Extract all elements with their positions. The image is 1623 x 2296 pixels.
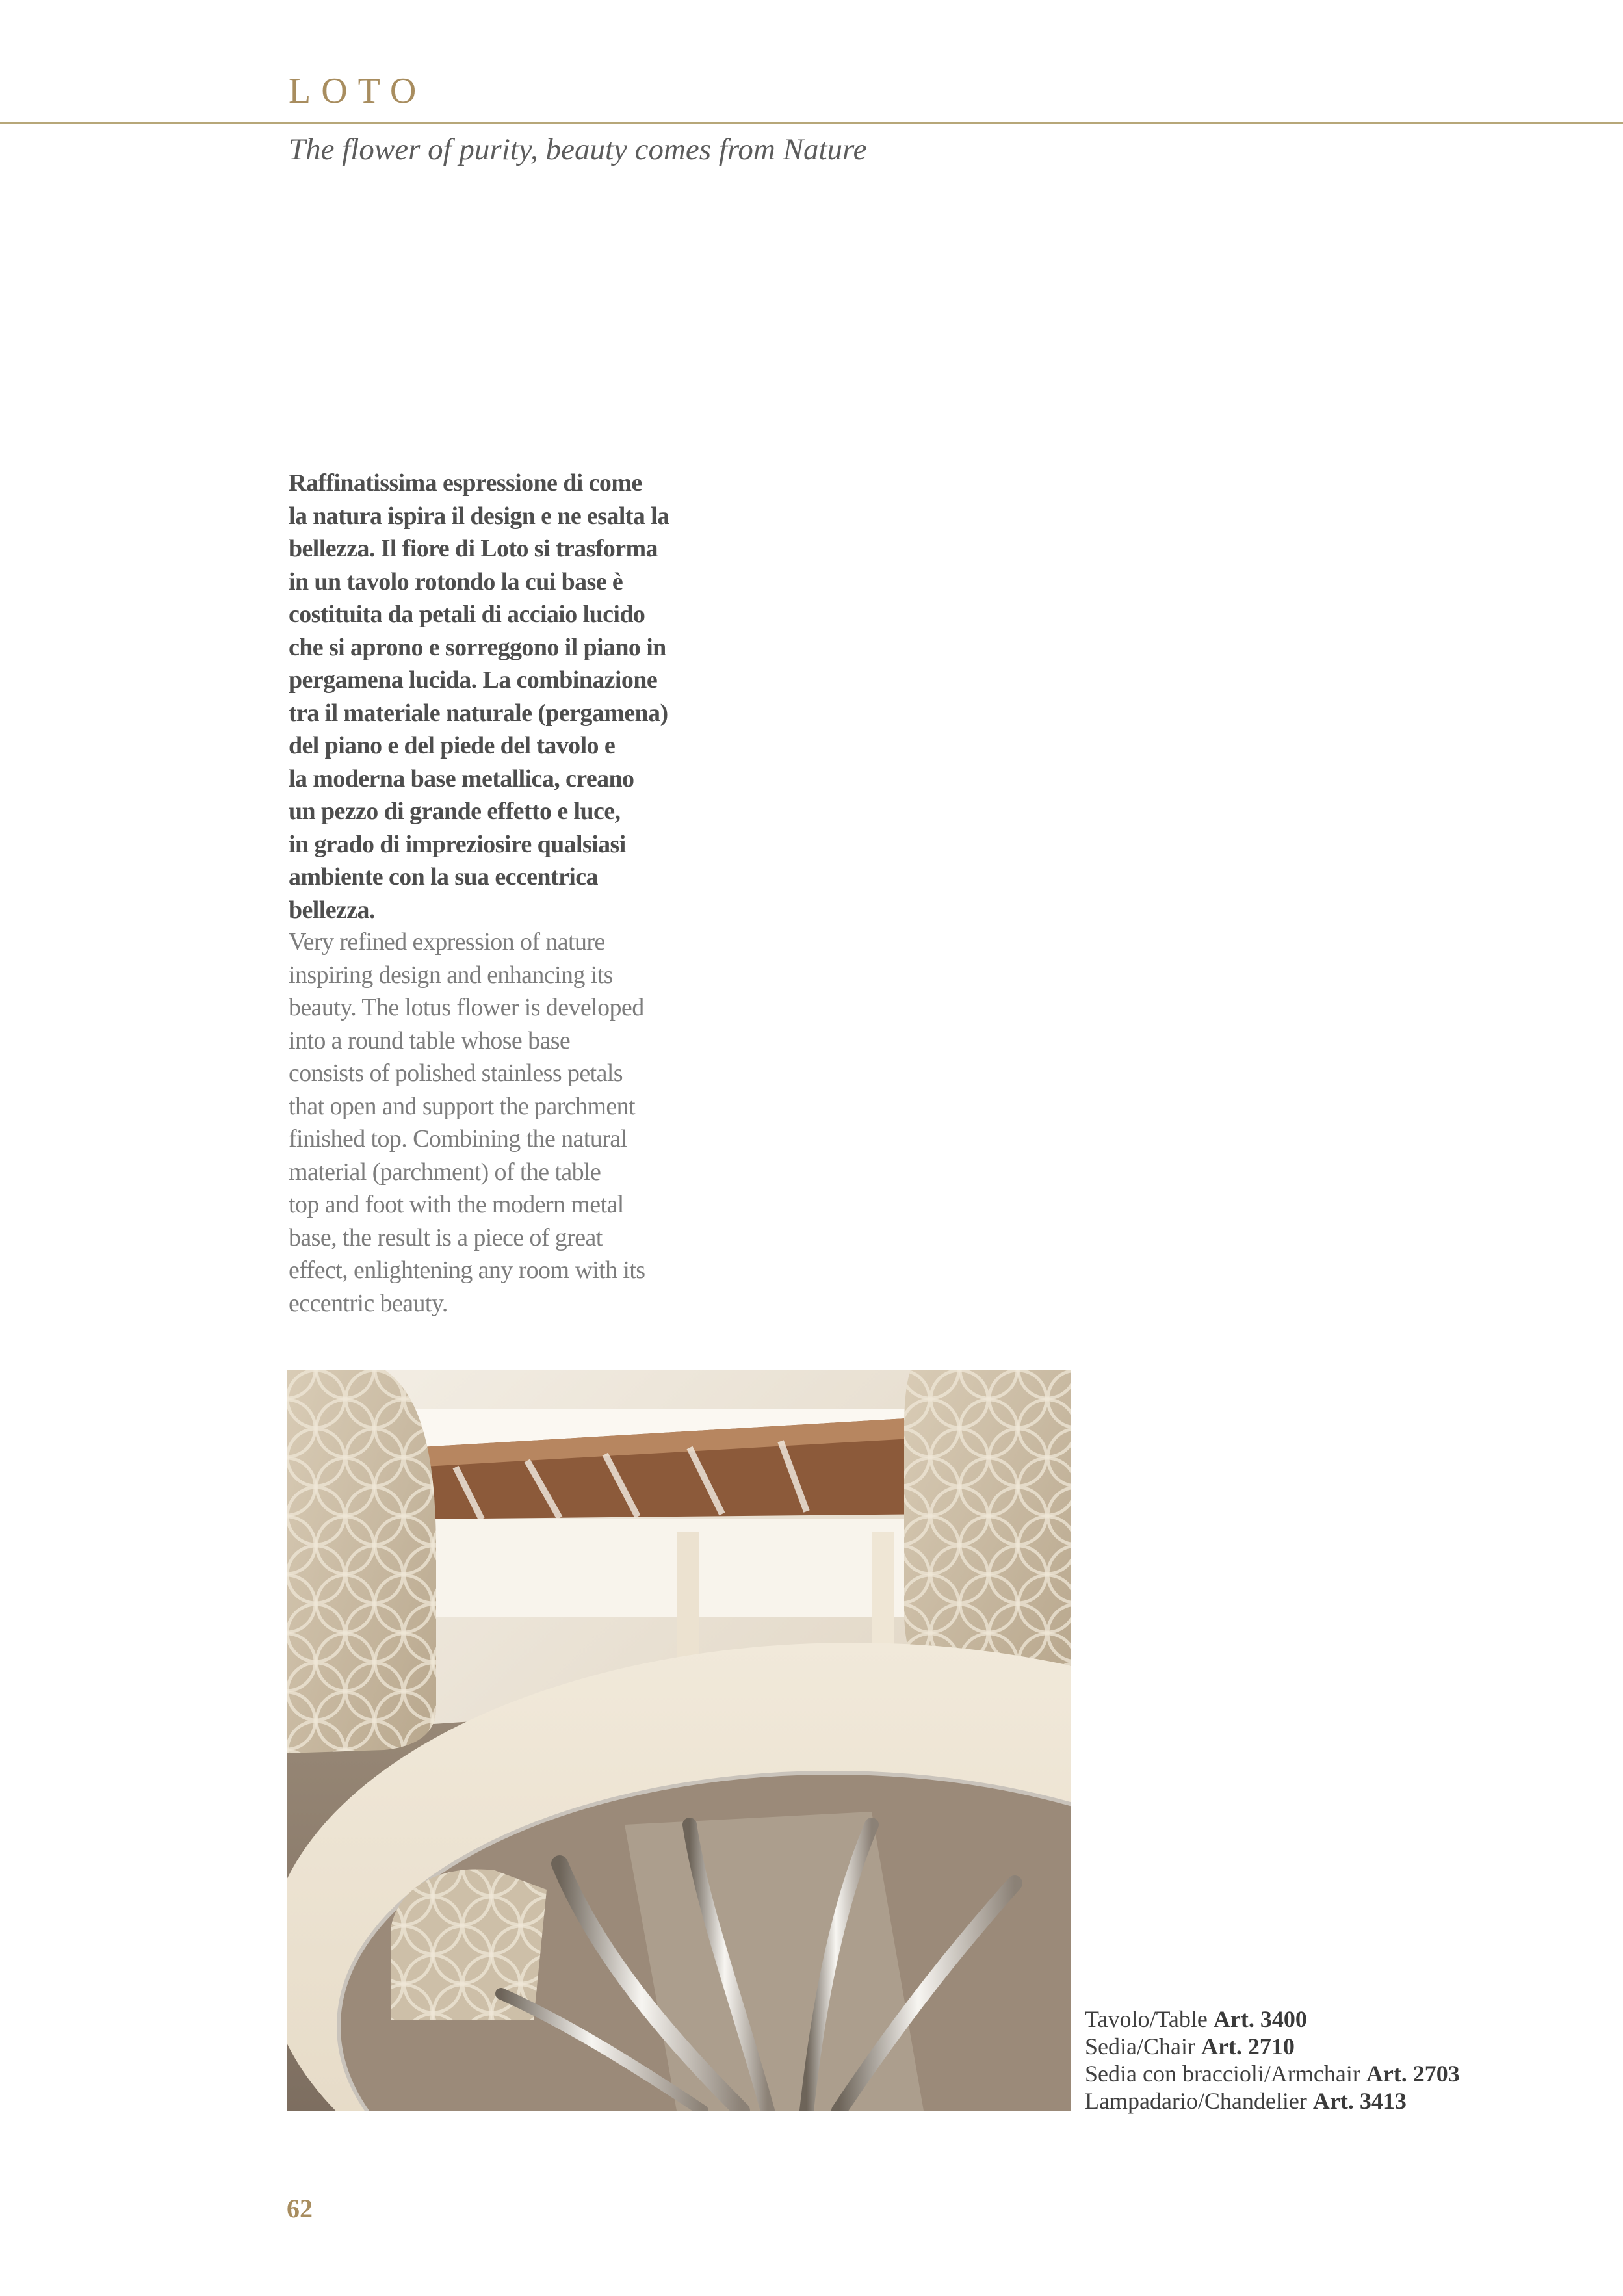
product-photo (287, 1370, 1071, 2111)
product-caption (1085, 2005, 1460, 2115)
text-line: eccentric beauty. (289, 1289, 448, 1317)
caption-art-number: Art. 2703 (1366, 2061, 1460, 2087)
caption-art-number: Art. 2710 (1201, 2033, 1295, 2059)
text-line: pergamena lucida. La combinazione (289, 666, 658, 694)
text-line: consists of polished stainless petals (289, 1060, 623, 1087)
text-line: top and foot with the modern metal (289, 1191, 624, 1218)
text-line: finished top. Combining the natural (289, 1125, 627, 1153)
caption-label: Sedia/Chair (1085, 2033, 1195, 2059)
text-line: costituita da petali di acciaio lucido (289, 601, 645, 628)
text-line: in grado di impreziosire qualsiasi (289, 830, 626, 858)
caption-art-number: Art. 3400 (1213, 2006, 1307, 2032)
caption-art-number: Art. 3413 (1312, 2088, 1407, 2114)
text-line: bellezza. (289, 896, 375, 924)
text-line: la natura ispira il design e ne esalta la (289, 502, 669, 530)
text-line: Very refined expression of nature (289, 928, 605, 956)
table-photo-illustration (287, 1370, 1071, 2111)
caption-label: Lampadario/Chandelier (1085, 2088, 1307, 2114)
caption-label: Sedia con braccioli/Armchair (1085, 2061, 1360, 2087)
caption-row (1085, 2033, 1460, 2060)
text-line: base, the result is a piece of great (289, 1223, 603, 1251)
text-line: in un tavolo rotondo la cui base è (289, 567, 623, 595)
tagline: The flower of purity, beauty comes from Nature (289, 133, 867, 166)
text-line: un pezzo di grande effetto e luce, (289, 798, 621, 825)
text-line: inspiring design and enhancing its (289, 961, 613, 989)
text-line: la moderna base metallica, creano (289, 764, 634, 792)
page-number: 62 (287, 2194, 313, 2223)
text-line: che si aprono e sorreggono il piano in (289, 633, 666, 661)
caption-label: Tavolo/Table (1085, 2006, 1208, 2032)
caption-row (1085, 2087, 1460, 2115)
text-line: beauty. The lotus flower is developed (289, 994, 644, 1021)
text-line: into a round table whose base (289, 1026, 571, 1054)
text-line: bellezza. Il fiore di Loto si trasforma (289, 535, 658, 562)
description-english (289, 926, 705, 1320)
text-line: effect, enlightening any room with its (289, 1257, 645, 1284)
text-line: Raffinatissima espressione di come (289, 469, 642, 497)
text-line: tra il materiale naturale (pergamena) (289, 699, 668, 727)
caption-row (1085, 2060, 1460, 2087)
text-line: del piano e del piede del tavolo e (289, 732, 616, 759)
caption-row (1085, 2005, 1460, 2033)
header-rule (0, 122, 1623, 124)
text-line: that open and support the parchment (289, 1092, 636, 1120)
text-line: material (parchment) of the table (289, 1158, 601, 1186)
text-line: ambiente con la sua eccentrica (289, 863, 598, 891)
description-italian (289, 467, 705, 926)
brand-title: LOTO (289, 71, 427, 111)
